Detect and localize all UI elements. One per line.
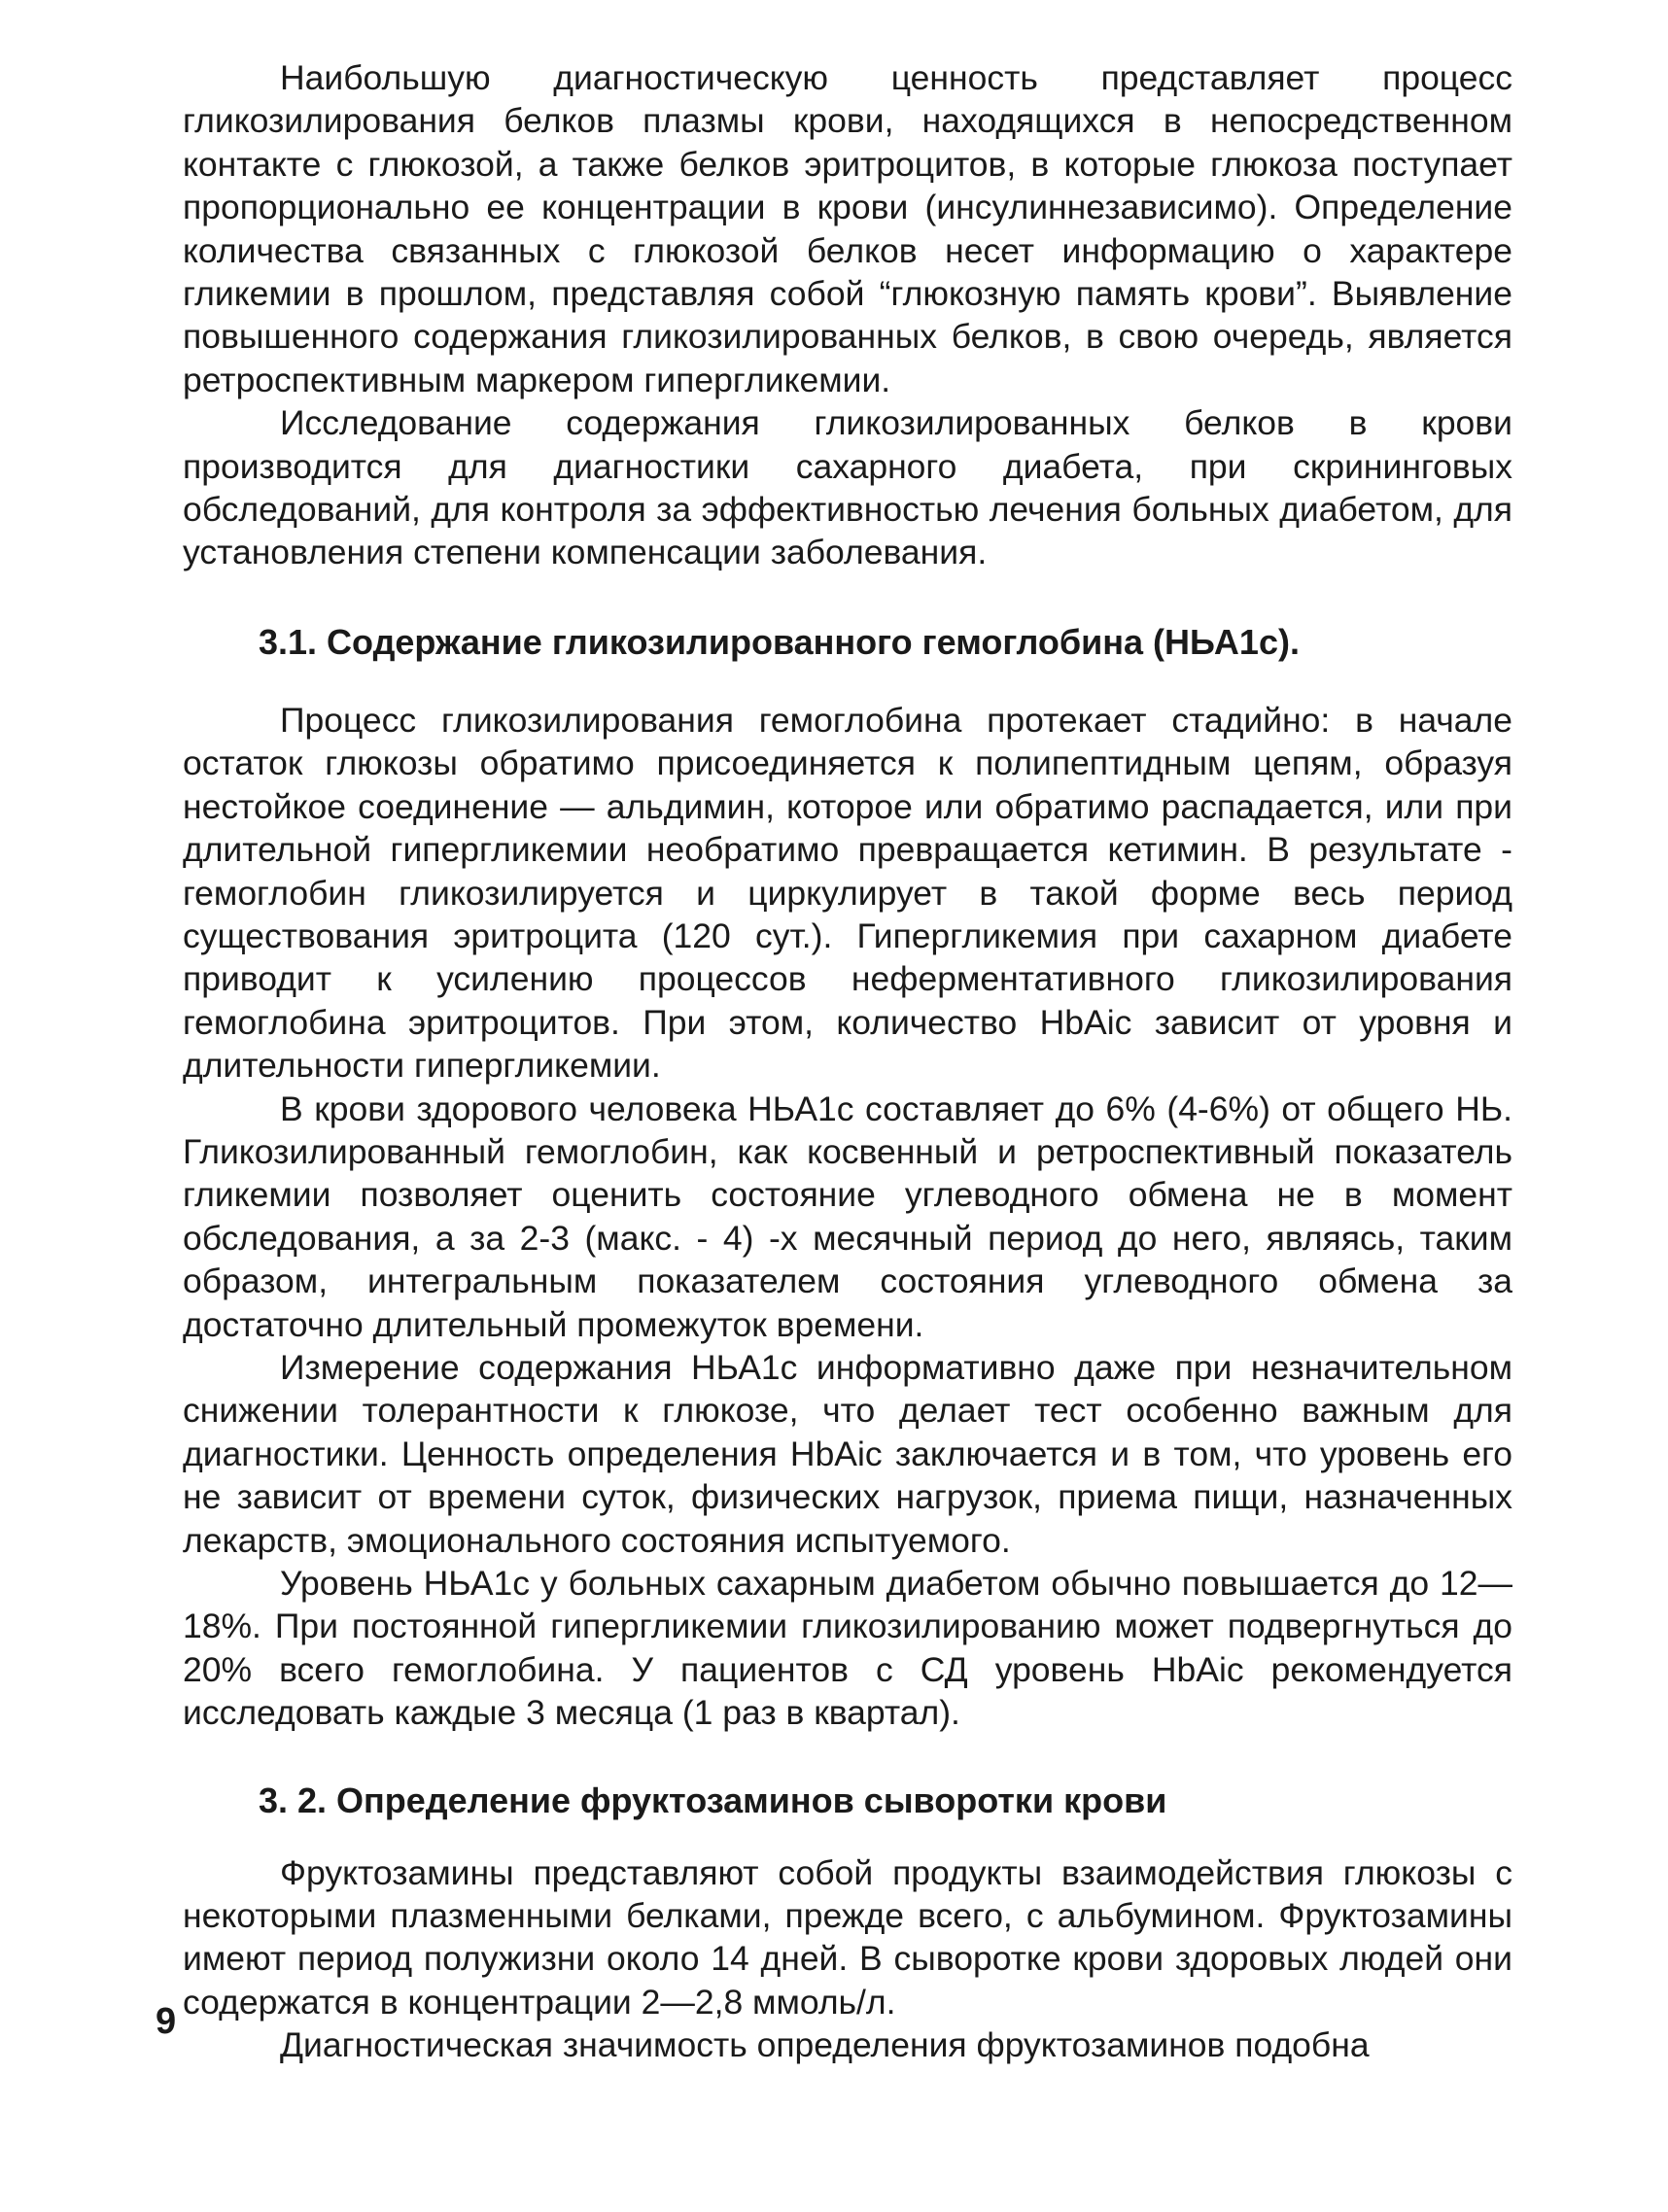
paragraph-fructosamine-1: Фруктозамины представляют собой продукты взаимодействия глюкозы с некоторыми плазменными белками, прежде всего, с альбумином. Фруктозамины имеют период полужизни около 14 дней. В сыворотке крови здоровых людей они содержатся в концентрации 2—2,8 ммоль/л. — [183, 1852, 1512, 2022]
section-heading-hba1c: 3.1. Содержание гликозилированного гемоглобина (НЬА1с). — [259, 621, 1300, 662]
paragraph-hba1c-3: Измерение содержания НЬА1с информативно даже при незначительном снижении толерантности к глюкозе, что делает тест особенно важным для диагностики. Ценность определения HbAic заключается и в том, что уровень его не зависит от времени суток, физических нагрузок, приема пищи, назначенных лекарств, эмоционального состояния испытуемого. — [183, 1347, 1512, 1560]
paragraph-hba1c-4: Уровень НЬА1с у больных сахарным диабетом обычно повышается до 12—18%. При постоянной гипергликемии гликозилированию может подвергнуться до 20% всего гемоглобина. У пациентов с СД уровень HbAic рекомендуется исследовать каждые 3 месяца (1 раз в квартал). — [183, 1564, 1512, 1733]
paragraph-fructosamine-2: Диагностическая значимость определения фруктозаминов подобна — [280, 2025, 1370, 2065]
paragraph-hba1c-1: Процесс гликозилирования гемоглобина протекает стадийно: в начале остаток глюкозы обратимо присоединяется к полипептидным цепям, образуя нестойкое соединение — альдимин, которое или обратимо распадается, или при длительной гипергликемии необратимо превращается кетимин. В результате - гемоглобин гликозилируется и циркулирует в такой форме весь период существования эритроцита (120 сут.). Гипергликемия при сахарном диабете приводит к усилению процессов неферментативного гликозилирования гемоглобина эритроцитов. При этом, количество HbAic зависит от уровня и длительности гипергликемии. — [183, 700, 1512, 1086]
section-heading-fructosamine: 3. 2. Определение фруктозаминов сыворотки крови — [259, 1780, 1167, 1820]
paragraph-intro-2: Исследование содержания гликозилированных белков в крови производится для диагностики сахарного диабета, при скрининговых обследований, для контроля за эффективностью лечения больных диабетом, для установления степени компенсации заболевания. — [183, 403, 1512, 572]
page-number: 9 — [156, 2001, 177, 2042]
paragraph-intro-1: Наибольшую диагностическую ценность представляет процесс гликозилирования белков плазмы крови, находящихся в непосредственном контакте с глюкозой, а также белков эритроцитов, в которые глюкоза поступает пропорционально ее концентрации в крови (инсулиннезависимо). Определение количества связанных с глюкозой белков несет информацию о характере гликемии в прошлом, представляя собой “глюкозную память крови”. Выявление повышенного содержания гликозилированных белков, в свою очередь, является ретроспективным маркером гипергликемии. — [183, 58, 1512, 399]
paragraph-hba1c-2: В крови здорового человека НЬА1с составляет до 6% (4-6%) от общего НЬ. Гликозилированный гемоглобин, как косвенный и ретроспективный показатель гликемии позволяет оценить состояние углеводного обмена не в момент обследования, а за 2-3 (макс. - 4) -х месячный период до него, являясь, таким образом, интегральным показателем состояния углеводного обмена за достаточно длительный промежуток времени. — [183, 1089, 1512, 1344]
page-body — [183, 56, 1512, 2067]
